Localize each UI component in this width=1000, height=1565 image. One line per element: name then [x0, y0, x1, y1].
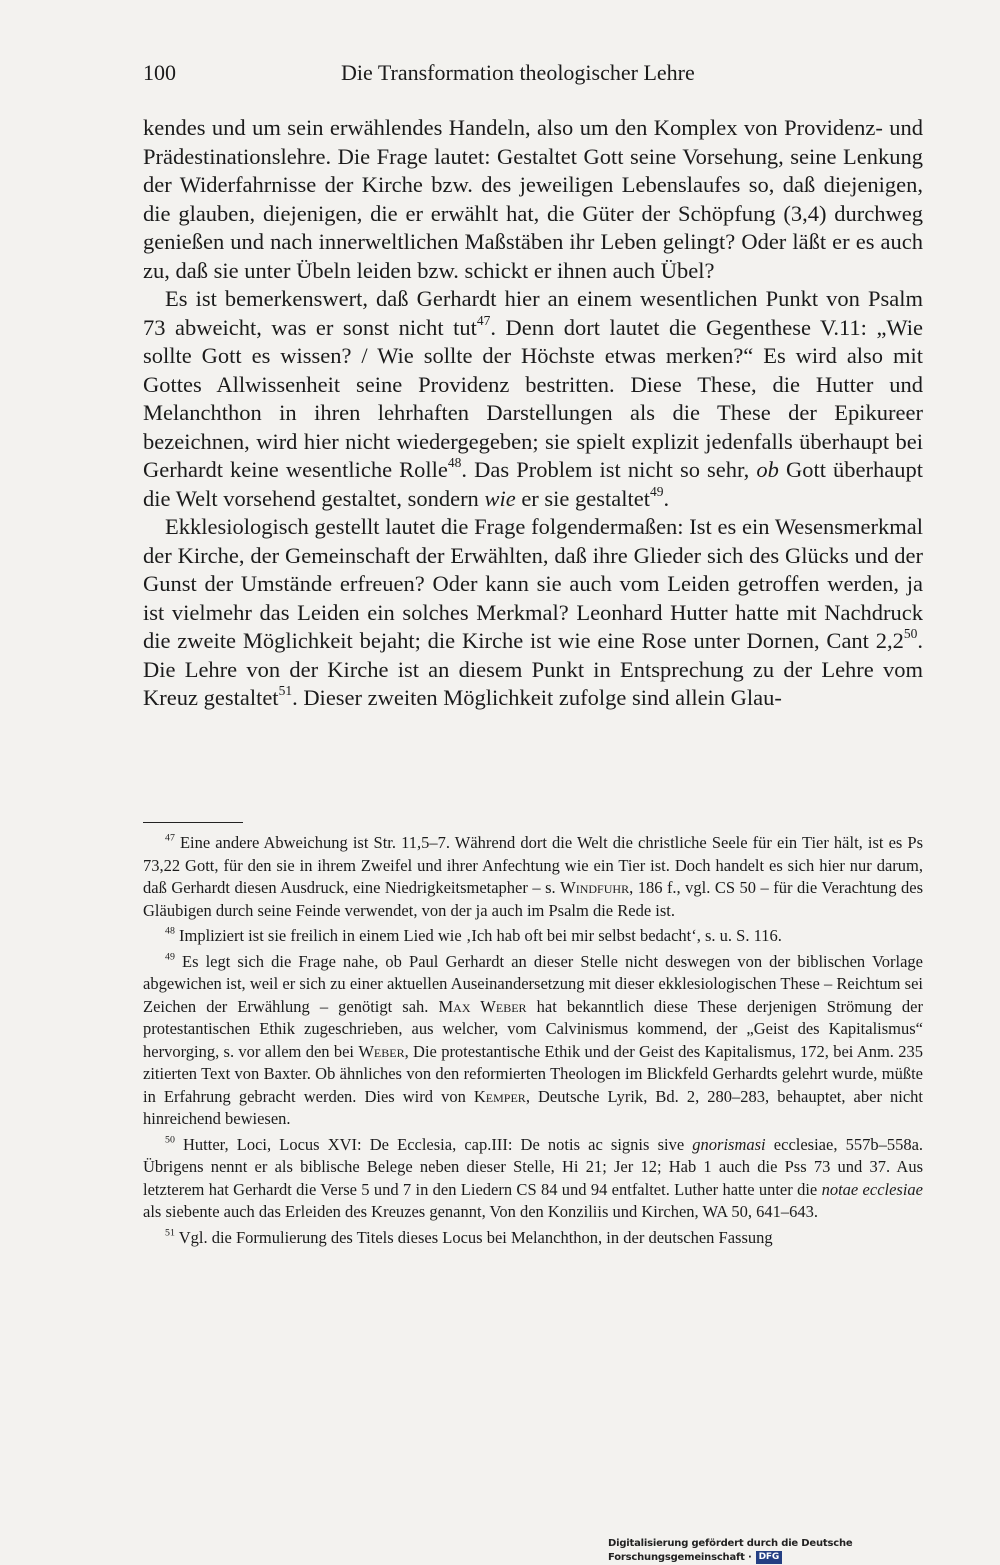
footnote-mark: 51: [165, 1227, 175, 1239]
emphasis-ob: ob: [756, 457, 779, 482]
author-name: Weber: [358, 1041, 405, 1061]
author-name: Kemper: [473, 1086, 526, 1106]
footnote-divider: [143, 822, 243, 823]
text-run: Es ist bemerkenswert, daß Gerhardt hier an einem wesentlichen Punkt von Psalm 73 abweicht, was er sonst nicht tut: [143, 286, 923, 340]
footnote-text: ecclesiae, 557b–558a. Übrigens nennt er als biblische Belege neben dieser Stelle, Hi 21; Jer 12; Hab 1 auch die Pss 73 und 37. Aus letzterem hat Gerhardt die Verse 5 und 7 in den Liedern CS 84 und 94 entfaltet. Luther hatte unter die: [143, 1134, 924, 1199]
italic-term: gnorismasi: [692, 1134, 766, 1154]
footnote-text: Es legt sich die Frage nahe, ob Paul Gerhardt an dieser Stelle nicht deswegen von der biblischen Vorlage abgewichen ist, weil er sich zu einer aktuellen Auseinandersetzung mit dieser ekklesiologischen These – Reichtum sei Zeichen der Erwählung – genötigt sah.: [143, 951, 923, 1016]
footnote-49: [143, 951, 923, 1131]
text-run: . Dieser zweiten Möglichkeit zufolge sind allein Glau-: [292, 685, 782, 710]
text-run: er sie gestaltet: [515, 485, 651, 511]
text-run: .: [663, 485, 670, 511]
footnote-50: [143, 1134, 923, 1224]
footnote-ref-50[interactable]: 50: [903, 625, 918, 641]
author-name: Max Weber: [438, 996, 527, 1016]
footnote-mark: 50: [165, 1134, 175, 1146]
author-name: Windfuhr: [560, 878, 630, 897]
paragraph-2: [143, 285, 923, 513]
footnote-51: [143, 1227, 923, 1250]
paragraph-1: kendes und um sein erwählendes Handeln, also um den Komplex von Providenz- und Prädestinationslehre. Die Frage lautet: Gestaltet Gott seine Vorsehung, seine Lenkung der Widerfahrnisse der Kirche bzw. des jeweiligen Lebenslaufes so, daß diejenigen, die glauben, diejenigen, die er erwählt hat, die Güter der Schöpfung (3,4) durchweg genießen und nach innerweltlichen Maßstäben ihr Leben gelingt? Oder läßt er es auch zu, daß sie unter Übeln leiden bzw. schickt er ihnen auch Übel?: [143, 115, 923, 283]
main-text: [143, 114, 923, 713]
footnote-text: Hutter, Loci, Locus XVI: De Ecclesia, cap.III: De notis ac signis sive: [183, 1134, 685, 1154]
italic-term: notae ecclesiae: [821, 1179, 923, 1199]
dfg-credit-text: Digitalisierung gefördert durch die Deutsche Forschungsgemeinschaft ·: [608, 1538, 853, 1563]
text-run: . Das Problem ist nicht so sehr,: [461, 457, 757, 482]
footnote-48: [143, 925, 923, 948]
footnote-ref-51[interactable]: 51: [278, 682, 293, 698]
digitization-notice: [608, 1537, 988, 1563]
footnote-ref-49[interactable]: 49: [650, 483, 664, 499]
footnote-mark: 49: [165, 951, 175, 963]
footnote-text: , 186 f., vgl. CS 50 – für die Verachtung des Gläubigen durch seine Feinde verwendet, von der ja auch im Psalm die Rede ist.: [143, 878, 923, 920]
text-run: . Denn dort lautet die Gegenthese V.11: „Wie sollte Gott es wissen? / Wie sollte der Höchste etwas merken?“ Es wird also mit Gottes Allwissenheit seine Providenz bestritten. Diese These, die Hutter und Melanchthon in ihren lehrhaften Darstellungen als die These der Epikureer bezeichnen, wird hier nicht wiedergegeben; sie spielt explizit jedenfalls überhaupt bei Gerhardt keine wesentliche Rolle: [143, 314, 923, 482]
footnote-ref-47[interactable]: 47: [476, 312, 491, 328]
footnote-text: Eine andere Abweichung ist Str. 11,5–7. Während dort die Welt die christliche Seele für ein Tier hält, ist es Ps 73,22 Gott, für den sie in ihrem Zweifel und ihrer Anfechtung wie ein Tier ist. Doch handelt es sich hier nur darum, daß Gerhardt diesen Ausdruck, eine Niedrigkeitsmetapher – s.: [143, 833, 924, 897]
footnote-text: hat bekanntlich diese These derjenigen Strömung der protestantischen Ethik zugeschrieben, aus welcher, vom Calvinismus kommend, der „Geist des Kapitalismus“ hervorging, s. vor allem den bei: [143, 996, 924, 1061]
paragraph-3: [143, 513, 923, 713]
text-run: Ekklesiologisch gestellt lautet die Frage folgendermaßen: Ist es ein Wesensmerkmal der Kirche, der Gemeinschaft der Erwählten, daß ihre Glieder sich des Glücks und der Gunst der Umstände erfreuen? Oder kann sie auch vom Leiden getroffen werden, ja ist vielmehr das Leiden ein solches Merkmal? Leonhard Hutter hatte mit Nachdruck die zweite Möglichkeit bejaht; die Kirche ist wie eine Rose unter Dornen, Cant 2,2: [143, 514, 923, 653]
emphasis-wie: wie: [484, 485, 516, 511]
footnote-text: , Die protestantische Ethik und der Geist des Kapitalismus, 172, bei Anm. 235 zitierten Text von Baxter. Ob ähnliches von den reformierten Theologen im Blickfeld Gerhardts gelehrt wurde, müßte in Erfahrung gebracht werden. Dies wird von: [143, 1041, 923, 1106]
footnote-47: [143, 832, 923, 922]
dfg-logo: DFG: [756, 1551, 782, 1564]
page-header: [143, 56, 923, 90]
text-run: Gott überhaupt die Welt vorsehend gestaltet, sondern: [143, 457, 924, 511]
text-run: . Die Lehre von der Kirche ist an diesem Punkt in Entsprechung zu der Lehre vom Kreuz gestaltet: [143, 628, 923, 710]
footnote-mark: 47: [165, 832, 175, 844]
footnote-text: als siebente auch das Erleiden des Kreuzes genannt, Von den Konziliis und Kirchen, WA 50, 641–643.: [143, 1202, 818, 1221]
running-title: Die Transformation theologischer Lehre: [341, 60, 695, 85]
page-number: 100: [143, 60, 176, 85]
footnote-text: , Deutsche Lyrik, Bd. 2, 280–283, behauptet, aber nicht hinreichend bewiesen.: [143, 1086, 923, 1128]
footnote-text: Vgl. die Formulierung des Titels dieses Locus bei Melanchthon, in der deutschen Fassung: [178, 1227, 773, 1247]
footnote-ref-48[interactable]: 48: [447, 454, 462, 470]
footnote-mark: 48: [165, 925, 175, 937]
footnotes: [143, 832, 923, 1252]
footnote-text: Impliziert ist sie freilich in einem Lied wie ‚Ich hab oft bei mir selbst bedacht‘, s. u. S. 116.: [179, 926, 782, 945]
